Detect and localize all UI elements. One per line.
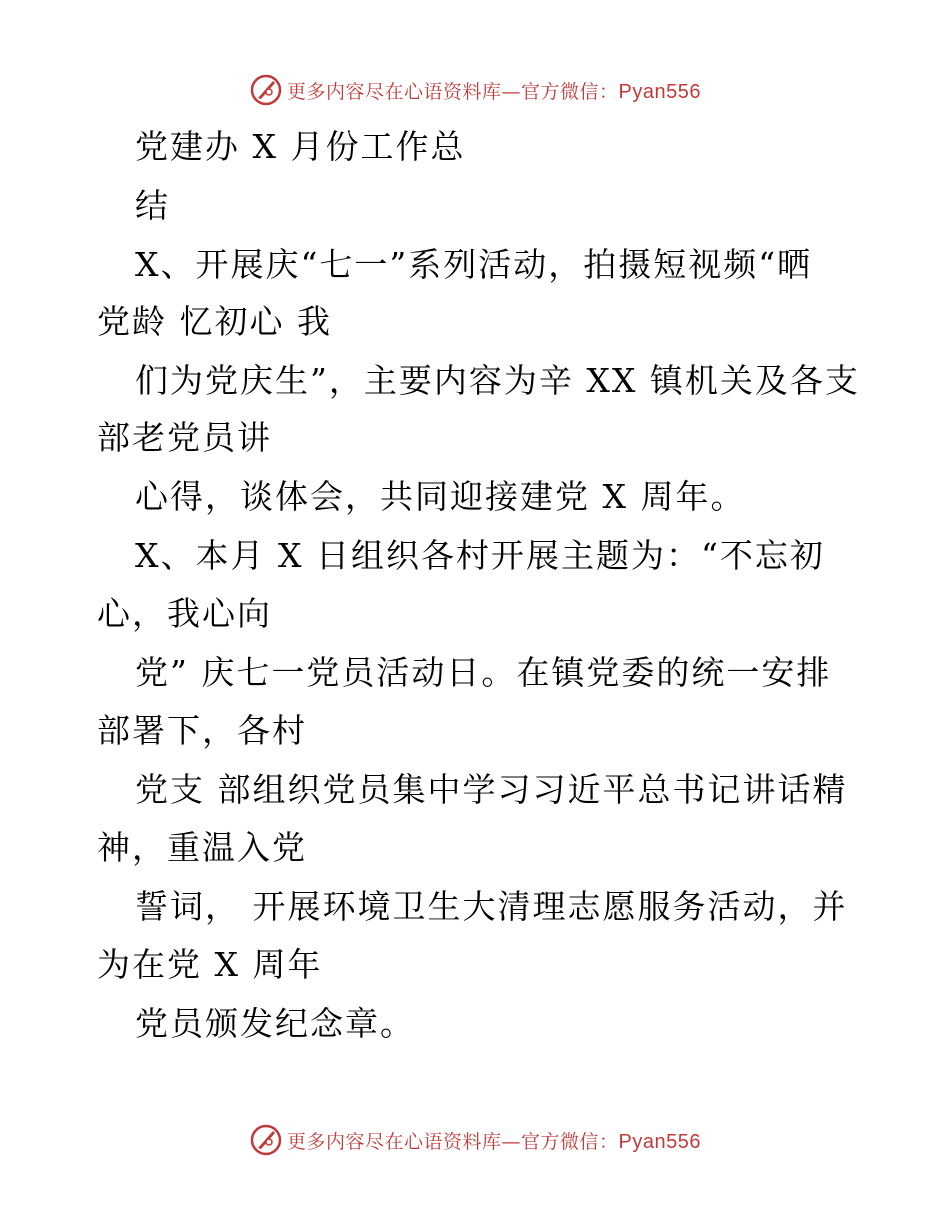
banner-text [287, 77, 701, 104]
quill-logo-icon [249, 1123, 283, 1157]
paragraph-line: 部署下，各村 [97, 711, 307, 750]
paragraph-line: 党” 庆七一党员活动日。在镇党委的统一安排 [135, 653, 832, 692]
title-line-2: 结 [135, 186, 170, 225]
paragraph-line: 誓词， 开展环境卫生大清理志愿服务活动，并 [135, 887, 848, 926]
paragraph-line: 神，重温入党 [97, 828, 307, 867]
paragraph-line: 为在党 X 周年 [97, 945, 323, 984]
title-line-1: 党建办 X 月份工作总 [135, 127, 466, 166]
paragraph-line: 党支 部组织党员集中学习习近平总书记讲话精 [135, 770, 848, 809]
footer-watermark-banner [0, 1120, 950, 1160]
paragraph-line: 党员颁发纪念章。 [135, 1004, 415, 1043]
paragraph-line: 们为党庆生”，主要内容为辛 XX 镇机关及各支 [135, 361, 860, 400]
banner-text-cn: 更多内容尽在心语资料库—官方微信： [287, 1130, 619, 1153]
paragraph-line: 心得，谈体会，共同迎接建党 X 周年。 [135, 477, 746, 516]
banner-wechat-id: Pyan556 [618, 1130, 701, 1153]
header-watermark-banner [0, 70, 950, 110]
paragraph-line: X、本月 X 日组织各村开展主题为：“不忘初 [135, 536, 825, 575]
quill-logo-icon [249, 73, 283, 107]
paragraph-line: 心，我心向 [97, 594, 272, 633]
banner-text [287, 1127, 701, 1154]
banner-wechat-id: Pyan556 [618, 80, 701, 103]
paragraph-line: 部老党员讲 [97, 418, 272, 457]
paragraph-line: X、开展庆“七一”系列活动，拍摄短视频“晒 [135, 245, 813, 284]
banner-text-cn: 更多内容尽在心语资料库—官方微信： [287, 80, 619, 103]
paragraph-line: 党龄 忆初心 我 [97, 302, 332, 341]
